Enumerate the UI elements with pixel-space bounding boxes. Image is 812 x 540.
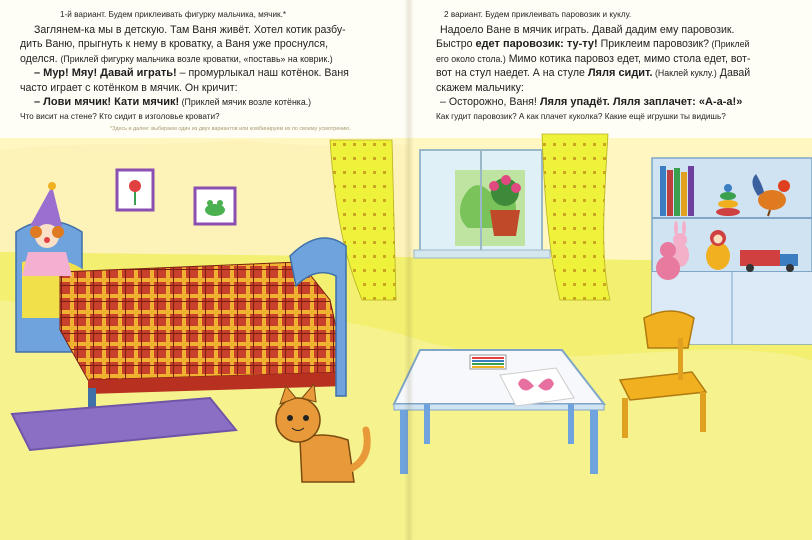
- right-l2-a: Быстро: [436, 38, 476, 50]
- right-page-text: [436, 8, 808, 124]
- right-l4-b: Давай: [716, 67, 751, 79]
- right-line3: [436, 52, 808, 67]
- right-line1: Надоело Ване в мячик играть. Давай дадим ему паровозик.: [440, 23, 735, 36]
- left-footnote: *Здесь и далее: выбираем один из двух вариантов или комбинируем их по своему усмотрению.: [110, 126, 351, 132]
- left-p3-line: [34, 95, 392, 110]
- right-l2-b: Приклеим паровозик?: [597, 38, 710, 50]
- left-p2-line2: часто играет с котёнком в мячик. Он кричит:: [20, 81, 238, 94]
- right-l4-note: (Наклей куклу.): [652, 68, 717, 78]
- left-p1-note: (Приклей фигурку мальчика возле кроватки, «поставь» на коврик.): [60, 53, 333, 64]
- book-gutter: [404, 0, 414, 540]
- right-line4: [436, 66, 808, 81]
- crayons-icon: [470, 355, 506, 369]
- left-p2-line1: [34, 66, 392, 81]
- right-l2-bold: едет паровозик: ту-ту!: [475, 38, 598, 50]
- right-l3-note: его около стола.): [436, 53, 506, 64]
- left-heading: 1-й вариант. Будем приклеивать фигурку мальчика, мячик.*: [60, 10, 287, 19]
- window: [414, 150, 550, 258]
- right-l2-note: (Приклей: [709, 39, 750, 49]
- flower-picture-icon: [117, 170, 153, 210]
- left-p3-bold: – Лови мячик! Кати мячик!: [34, 96, 180, 108]
- right-heading: 2 вариант. Будем приклеивать паровозик и куклу.: [444, 10, 632, 19]
- left-p1-line2: дить Ваню, прыгнуть к нему в кроватку, а Ваня уже проснулся,: [20, 38, 329, 50]
- left-p2-rest: – промурлыкал наш котёнок. Ваня: [176, 67, 349, 79]
- left-page-text: [20, 8, 392, 134]
- right-line6: [440, 95, 808, 110]
- right-l4-a: вот на стул наедет. А на стуле: [436, 67, 588, 79]
- right-line2: [436, 37, 808, 52]
- left-p1-line3-text: оделся.: [20, 52, 58, 65]
- right-l3-rest: Мимо котика паровоз едет, мимо стола едет, вот-: [505, 52, 751, 65]
- right-l6-a: – Осторожно, Ваня!: [440, 96, 540, 108]
- right-line5: скажем мальчику:: [436, 81, 524, 94]
- left-question: Что висит на стене? Кто сидит в изголовье кровати?: [20, 111, 220, 121]
- right-l6-bold: Ляля упадёт. Ляля заплачет: «А-а-а!»: [539, 96, 743, 108]
- right-l4-bold: Ляля сидит.: [587, 67, 653, 79]
- left-p2-bold: – Мур! Мяу! Давай играть!: [34, 67, 177, 79]
- left-p1-line3: [20, 52, 392, 67]
- right-question: Как гудит паровозик? А как плачет куколка? Какие ещё игрушки ты видишь?: [436, 111, 726, 121]
- left-p3-note: (Приклей мячик возле котёнка.): [179, 97, 312, 107]
- frog-picture-icon: [195, 188, 235, 224]
- left-p1-line1: Заглянем-ка мы в детскую. Там Ваня живёт. Хотел котик разбу-: [34, 23, 346, 36]
